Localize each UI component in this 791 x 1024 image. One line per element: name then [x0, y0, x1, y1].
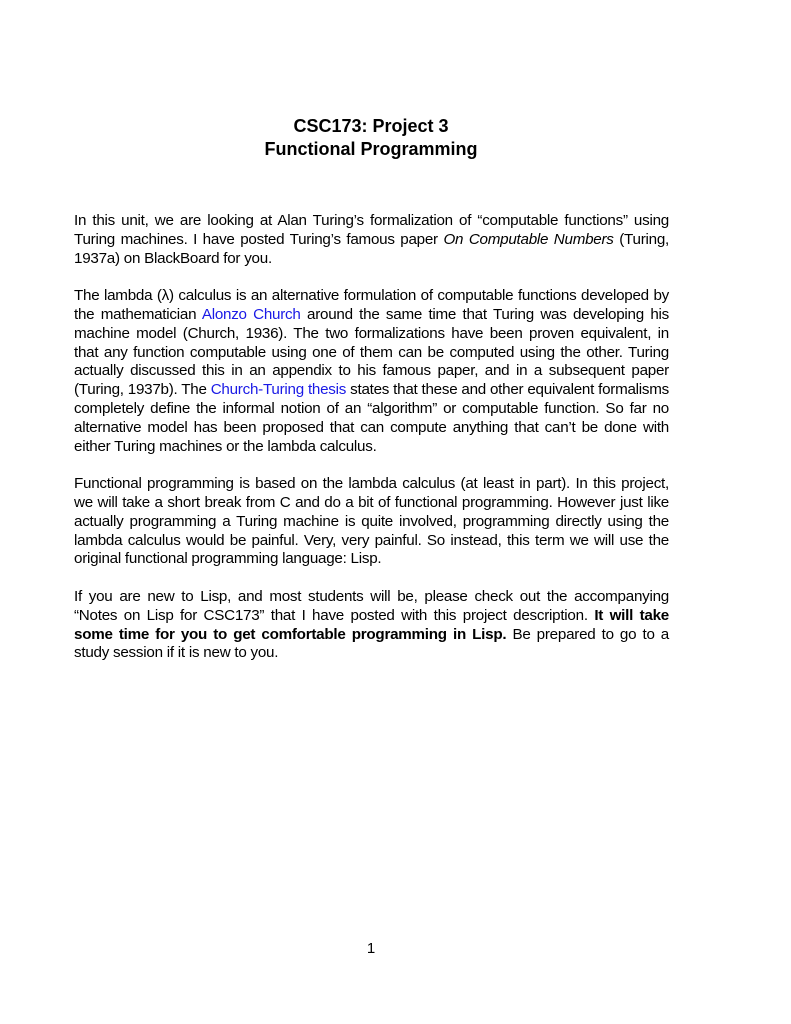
title-line-1: CSC173: Project 3	[293, 116, 449, 136]
paper-title-italic: On Computable Numbers	[443, 230, 614, 248]
paragraph-intro-text-1: In this unit, we are looking at Alan Turing’s formalization of “computable functions” using Turing machines. I have posted Turing’s famous paper	[74, 212, 669, 248]
paragraph-intro	[74, 212, 669, 268]
paragraph-lambda	[74, 287, 669, 456]
document-body	[74, 212, 669, 682]
paragraph-lisp	[74, 588, 669, 663]
paragraph-lisp-text-2: Be prepared to go to a study session if it is new to you.	[74, 625, 669, 662]
paragraph-functional	[74, 475, 669, 569]
paragraph-functional-text: Functional programming is based on the lambda calculus (at least in part). In this project, we will take a short break from C and do a bit of functional programming. However just like actually programming a Turing machine is quite involved, programming directly using the lambda calculus would be painful. Very, very painful. So instead, this term we will use the original functional programming language: Lisp.	[74, 475, 669, 568]
paragraph-lambda-text-3: states that these and other equivalent formalisms completely define the informal notion of an “algorithm” or computable function. So far no alternative model has been proposed that can compute anything that can’t be done with either Turing machines or the lambda calculus.	[74, 381, 670, 455]
page-number: 1	[366, 940, 376, 957]
paragraph-lisp-bold: It will take some time for you to get comfortable programming in Lisp.	[74, 606, 669, 643]
alonzo-church-link[interactable]: Alonzo Church	[201, 305, 301, 323]
paragraph-lambda-text-1: The lambda (λ) calculus is an alternative formulation of computable functions developed by the mathematician	[74, 287, 669, 323]
church-turing-thesis-link[interactable]: Church-Turing thesis	[210, 381, 347, 399]
title-line-2: Functional Programming	[264, 139, 478, 159]
document-title	[0, 115, 742, 161]
paragraph-lisp-text-1: If you are new to Lisp, and most students will be, please check out the accompanying “Notes on Lisp for CSC173” that I have posted with this project description.	[74, 587, 669, 624]
paragraph-lambda-text-2: around the same time that Turing was developing his machine model (Church, 1936). The two formalizations have been proven equivalent, in that any function computable using one of them can be computed using the other. Turing actually discussed this in an appendix to his famous paper, and in a subsequent paper (Turing, 1937b). The	[74, 305, 669, 399]
paragraph-intro-text-2: (Turing, 1937a) on BlackBoard for you.	[74, 230, 670, 267]
